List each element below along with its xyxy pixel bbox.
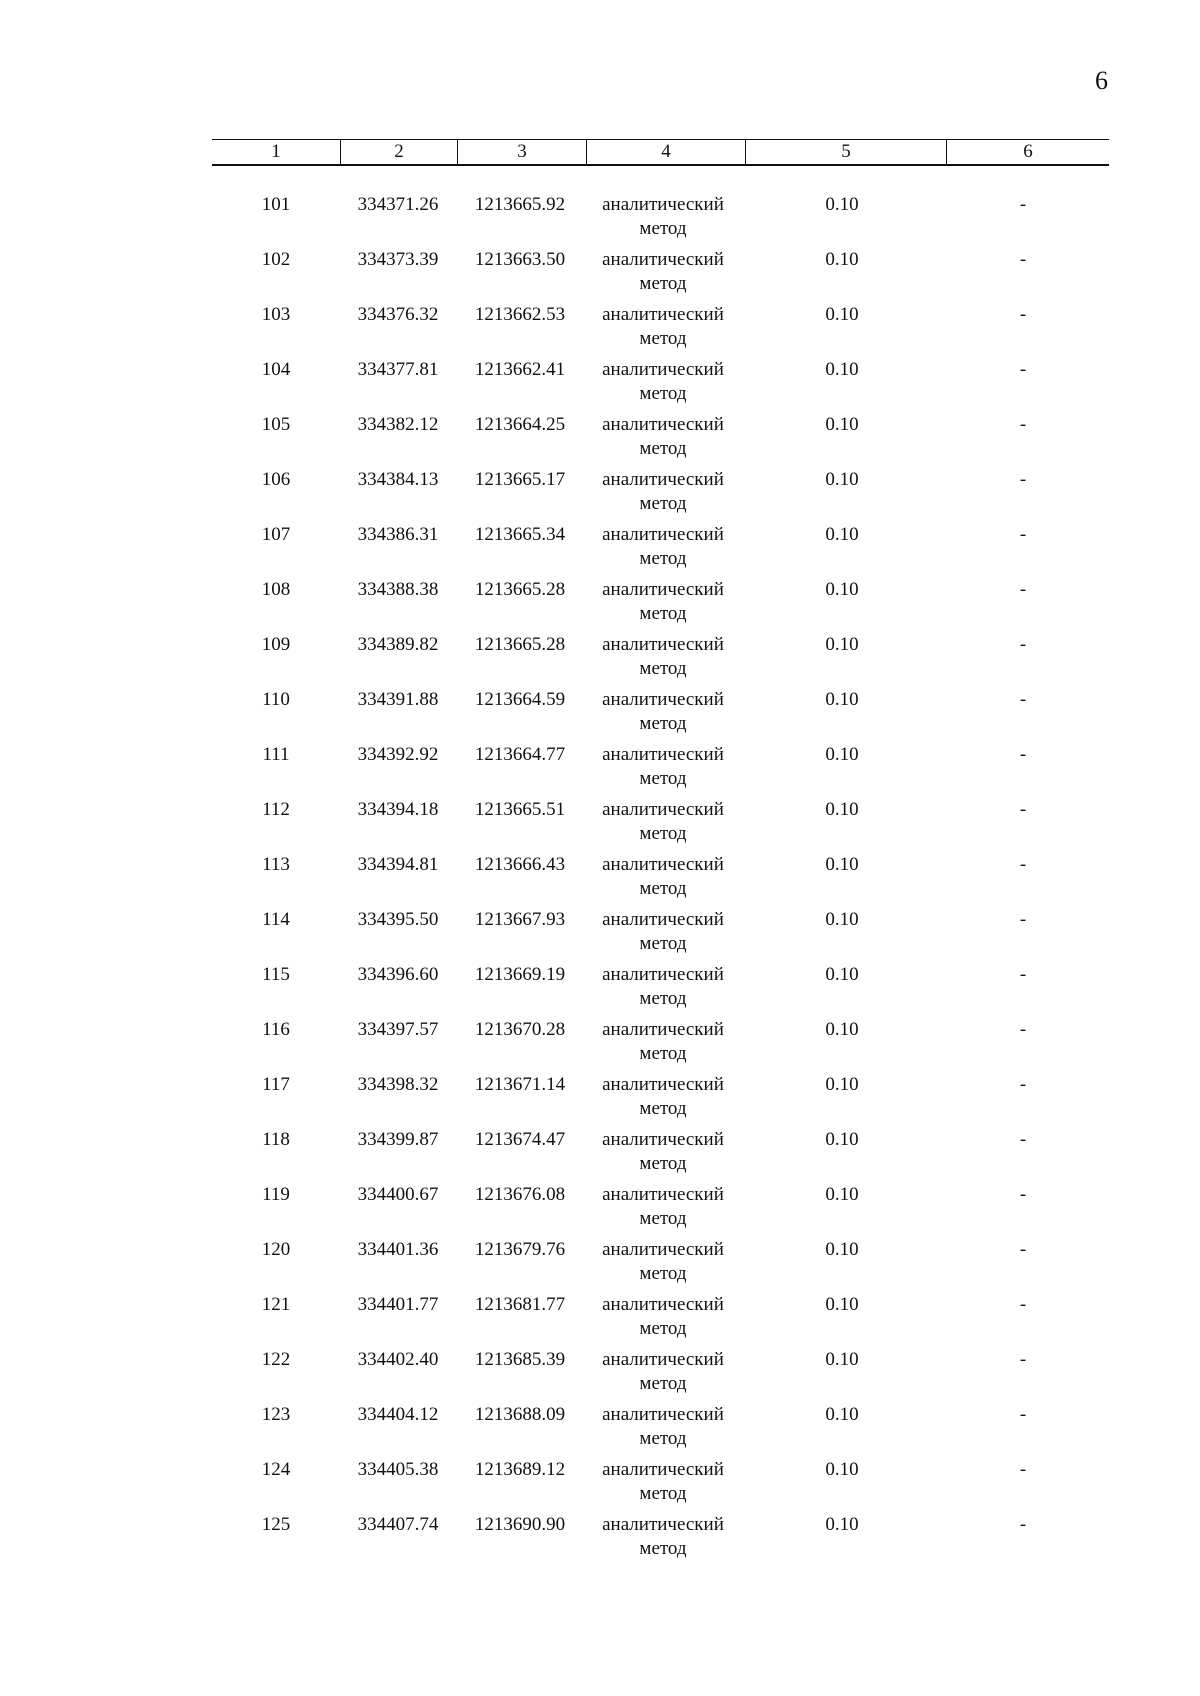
method-cell xyxy=(584,413,742,461)
method-line-2: метод xyxy=(639,713,687,734)
method-line-2: метод xyxy=(639,548,687,569)
method-line-2: метод xyxy=(639,1428,687,1449)
coordinate-y: 1213662.41 xyxy=(474,359,566,380)
coordinate-x: 334388.38 xyxy=(357,579,439,600)
accuracy: 0.10 xyxy=(825,469,859,490)
method-line-1: аналитический xyxy=(602,194,724,215)
method-cell xyxy=(584,1348,742,1396)
coordinate-y: 1213688.09 xyxy=(474,1404,566,1425)
coordinate-y: 1213664.59 xyxy=(474,689,566,710)
note: - xyxy=(1019,634,1027,655)
method-line-1: аналитический xyxy=(602,469,724,490)
table-row xyxy=(212,1073,1104,1128)
table-row xyxy=(212,633,1104,688)
coordinate-x: 334401.77 xyxy=(357,1294,439,1315)
accuracy: 0.10 xyxy=(825,1074,859,1095)
table-row xyxy=(212,468,1104,523)
point-number: 106 xyxy=(261,469,291,490)
table-row xyxy=(212,1183,1104,1238)
point-number: 102 xyxy=(261,249,291,270)
method-line-1: аналитический xyxy=(602,249,724,270)
table-row xyxy=(212,853,1104,908)
coordinate-x: 334373.39 xyxy=(357,249,439,270)
accuracy: 0.10 xyxy=(825,689,859,710)
point-number: 123 xyxy=(261,1404,291,1425)
note: - xyxy=(1019,194,1027,215)
accuracy: 0.10 xyxy=(825,634,859,655)
coordinate-y: 1213669.19 xyxy=(474,964,566,985)
coordinate-y: 1213690.90 xyxy=(474,1514,566,1535)
table-row xyxy=(212,743,1104,798)
page-number: 6 xyxy=(1095,66,1108,95)
method-line-2: метод xyxy=(639,218,687,239)
accuracy: 0.10 xyxy=(825,304,859,325)
header-col-6: 6 xyxy=(947,140,1110,166)
table-row xyxy=(212,908,1104,963)
coordinate-y: 1213665.34 xyxy=(474,524,566,545)
coordinate-x: 334389.82 xyxy=(357,634,439,655)
accuracy: 0.10 xyxy=(825,194,859,215)
method-line-1: аналитический xyxy=(602,689,724,710)
coordinate-x: 334377.81 xyxy=(357,359,439,380)
method-line-1: аналитический xyxy=(602,1019,724,1040)
point-number: 110 xyxy=(262,689,290,710)
accuracy: 0.10 xyxy=(825,1349,859,1370)
note: - xyxy=(1019,414,1027,435)
coordinate-y: 1213665.17 xyxy=(474,469,566,490)
header-col-2: 2 xyxy=(341,140,458,166)
method-line-1: аналитический xyxy=(602,304,724,325)
method-line-2: метод xyxy=(639,273,687,294)
point-number: 117 xyxy=(262,1074,290,1095)
method-line-1: аналитический xyxy=(602,1239,724,1260)
table-row xyxy=(212,1238,1104,1293)
method-line-1: аналитический xyxy=(602,359,724,380)
table-row xyxy=(212,1458,1104,1513)
accuracy: 0.10 xyxy=(825,744,859,765)
table-header xyxy=(212,139,1109,166)
point-number: 103 xyxy=(261,304,291,325)
table-row xyxy=(212,1403,1104,1458)
table-row xyxy=(212,798,1104,853)
accuracy: 0.10 xyxy=(825,414,859,435)
coordinate-x: 334395.50 xyxy=(357,909,439,930)
table-row xyxy=(212,248,1104,303)
note: - xyxy=(1019,1129,1027,1150)
coordinate-y: 1213666.43 xyxy=(474,854,566,875)
point-number: 125 xyxy=(261,1514,291,1535)
note: - xyxy=(1019,304,1027,325)
point-number: 113 xyxy=(262,854,290,875)
table-row xyxy=(212,193,1104,248)
accuracy: 0.10 xyxy=(825,524,859,545)
point-number: 104 xyxy=(261,359,291,380)
method-cell xyxy=(584,1183,742,1231)
method-cell xyxy=(584,1128,742,1176)
header-col-3: 3 xyxy=(458,140,587,166)
coordinate-x: 334401.36 xyxy=(357,1239,439,1260)
coordinate-y: 1213664.25 xyxy=(474,414,566,435)
note: - xyxy=(1019,1239,1027,1260)
method-line-2: метод xyxy=(639,768,687,789)
method-line-2: метод xyxy=(639,1483,687,1504)
coordinate-y: 1213681.77 xyxy=(474,1294,566,1315)
note: - xyxy=(1019,469,1027,490)
method-line-1: аналитический xyxy=(602,1349,724,1370)
coordinate-x: 334402.40 xyxy=(357,1349,439,1370)
point-number: 118 xyxy=(262,1129,290,1150)
point-number: 115 xyxy=(262,964,290,985)
point-number: 119 xyxy=(262,1184,290,1205)
method-cell xyxy=(584,193,742,241)
coordinate-x: 334384.13 xyxy=(357,469,439,490)
note: - xyxy=(1019,854,1027,875)
table-row xyxy=(212,413,1104,468)
coordinate-x: 334405.38 xyxy=(357,1459,439,1480)
method-cell xyxy=(584,1403,742,1451)
point-number: 111 xyxy=(262,744,290,765)
note: - xyxy=(1019,744,1027,765)
method-line-1: аналитический xyxy=(602,1404,724,1425)
method-line-2: метод xyxy=(639,1208,687,1229)
accuracy: 0.10 xyxy=(825,1019,859,1040)
coordinate-x: 334399.87 xyxy=(357,1129,439,1150)
coordinate-y: 1213665.92 xyxy=(474,194,566,215)
method-line-2: метод xyxy=(639,1153,687,1174)
method-cell xyxy=(584,523,742,571)
accuracy: 0.10 xyxy=(825,799,859,820)
method-line-1: аналитический xyxy=(602,744,724,765)
method-cell xyxy=(584,798,742,846)
accuracy: 0.10 xyxy=(825,359,859,380)
method-cell xyxy=(584,358,742,406)
note: - xyxy=(1019,524,1027,545)
method-line-1: аналитический xyxy=(602,909,724,930)
accuracy: 0.10 xyxy=(825,854,859,875)
note: - xyxy=(1019,964,1027,985)
coordinate-y: 1213664.77 xyxy=(474,744,566,765)
method-cell xyxy=(584,963,742,1011)
method-line-2: метод xyxy=(639,328,687,349)
accuracy: 0.10 xyxy=(825,909,859,930)
header-row xyxy=(212,140,1109,166)
table-row xyxy=(212,1513,1104,1568)
table-row xyxy=(212,963,1104,1018)
coordinate-x: 334407.74 xyxy=(357,1514,439,1535)
method-line-2: метод xyxy=(639,603,687,624)
coordinate-x: 334391.88 xyxy=(357,689,439,710)
method-line-1: аналитический xyxy=(602,1514,724,1535)
method-line-2: метод xyxy=(639,1318,687,1339)
header-col-1: 1 xyxy=(212,140,341,166)
table-row xyxy=(212,1128,1104,1183)
method-line-1: аналитический xyxy=(602,854,724,875)
coordinate-y: 1213663.50 xyxy=(474,249,566,270)
accuracy: 0.10 xyxy=(825,964,859,985)
note: - xyxy=(1019,1404,1027,1425)
coordinate-x: 334394.81 xyxy=(357,854,439,875)
note: - xyxy=(1019,1514,1027,1535)
coordinate-y: 1213689.12 xyxy=(474,1459,566,1480)
method-line-2: метод xyxy=(639,438,687,459)
coordinate-y: 1213665.28 xyxy=(474,634,566,655)
method-line-2: метод xyxy=(639,658,687,679)
method-cell xyxy=(584,1293,742,1341)
method-cell xyxy=(584,303,742,351)
point-number: 105 xyxy=(261,414,291,435)
coordinate-x: 334382.12 xyxy=(357,414,439,435)
method-cell xyxy=(584,1458,742,1506)
method-line-2: метод xyxy=(639,383,687,404)
coordinate-x: 334398.32 xyxy=(357,1074,439,1095)
point-number: 116 xyxy=(262,1019,290,1040)
method-line-2: метод xyxy=(639,1098,687,1119)
note: - xyxy=(1019,1294,1027,1315)
table-row xyxy=(212,523,1104,578)
accuracy: 0.10 xyxy=(825,1514,859,1535)
note: - xyxy=(1019,579,1027,600)
coordinate-x: 334371.26 xyxy=(357,194,439,215)
method-line-1: аналитический xyxy=(602,1129,724,1150)
accuracy: 0.10 xyxy=(825,1459,859,1480)
method-line-1: аналитический xyxy=(602,1459,724,1480)
method-line-1: аналитический xyxy=(602,1184,724,1205)
accuracy: 0.10 xyxy=(825,1239,859,1260)
method-line-2: метод xyxy=(639,1263,687,1284)
note: - xyxy=(1019,689,1027,710)
table-row xyxy=(212,1018,1104,1073)
point-number: 122 xyxy=(261,1349,291,1370)
method-line-1: аналитический xyxy=(602,1294,724,1315)
note: - xyxy=(1019,909,1027,930)
coordinate-y: 1213676.08 xyxy=(474,1184,566,1205)
note: - xyxy=(1019,359,1027,380)
method-cell xyxy=(584,1238,742,1286)
table-row xyxy=(212,358,1104,413)
method-line-1: аналитический xyxy=(602,634,724,655)
coordinate-y: 1213671.14 xyxy=(474,1074,566,1095)
coordinate-y: 1213685.39 xyxy=(474,1349,566,1370)
coordinate-x: 334397.57 xyxy=(357,1019,439,1040)
point-number: 121 xyxy=(261,1294,291,1315)
table-body xyxy=(212,193,1104,1568)
note: - xyxy=(1019,1074,1027,1095)
note: - xyxy=(1019,1019,1027,1040)
point-number: 101 xyxy=(261,194,291,215)
method-line-2: метод xyxy=(639,1538,687,1559)
method-cell xyxy=(584,743,742,791)
method-line-2: метод xyxy=(639,493,687,514)
note: - xyxy=(1019,1184,1027,1205)
note: - xyxy=(1019,1349,1027,1370)
table-row xyxy=(212,303,1104,358)
method-cell xyxy=(584,853,742,901)
accuracy: 0.10 xyxy=(825,1184,859,1205)
table-row xyxy=(212,688,1104,743)
method-line-1: аналитический xyxy=(602,414,724,435)
method-line-1: аналитический xyxy=(602,964,724,985)
note: - xyxy=(1019,799,1027,820)
point-number: 112 xyxy=(262,799,290,820)
method-cell xyxy=(584,468,742,516)
method-line-1: аналитический xyxy=(602,524,724,545)
table-row xyxy=(212,578,1104,633)
accuracy: 0.10 xyxy=(825,1404,859,1425)
method-line-2: метод xyxy=(639,1043,687,1064)
method-line-2: метод xyxy=(639,1373,687,1394)
accuracy: 0.10 xyxy=(825,1294,859,1315)
coordinate-x: 334376.32 xyxy=(357,304,439,325)
method-line-2: метод xyxy=(639,823,687,844)
point-number: 107 xyxy=(261,524,291,545)
point-number: 109 xyxy=(261,634,291,655)
method-line-2: метод xyxy=(639,988,687,1009)
accuracy: 0.10 xyxy=(825,1129,859,1150)
method-cell xyxy=(584,1073,742,1121)
method-cell xyxy=(584,1018,742,1066)
accuracy: 0.10 xyxy=(825,249,859,270)
method-line-1: аналитический xyxy=(602,799,724,820)
table-row xyxy=(212,1348,1104,1403)
table-row xyxy=(212,1293,1104,1348)
method-cell xyxy=(584,908,742,956)
method-cell xyxy=(584,1513,742,1561)
coordinate-y: 1213674.47 xyxy=(474,1129,566,1150)
coordinate-x: 334404.12 xyxy=(357,1404,439,1425)
coordinate-x: 334386.31 xyxy=(357,524,439,545)
note: - xyxy=(1019,1459,1027,1480)
method-line-1: аналитический xyxy=(602,579,724,600)
header-col-5: 5 xyxy=(746,140,947,166)
coordinate-x: 334400.67 xyxy=(357,1184,439,1205)
coordinate-y: 1213662.53 xyxy=(474,304,566,325)
coordinate-y: 1213665.28 xyxy=(474,579,566,600)
coordinate-y: 1213667.93 xyxy=(474,909,566,930)
point-number: 120 xyxy=(261,1239,291,1260)
accuracy: 0.10 xyxy=(825,579,859,600)
header-col-4: 4 xyxy=(587,140,746,166)
coordinate-y: 1213679.76 xyxy=(474,1239,566,1260)
method-line-2: метод xyxy=(639,878,687,899)
point-number: 108 xyxy=(261,579,291,600)
coordinate-x: 334392.92 xyxy=(357,744,439,765)
method-cell xyxy=(584,248,742,296)
method-cell xyxy=(584,688,742,736)
coordinate-y: 1213665.51 xyxy=(474,799,566,820)
note: - xyxy=(1019,249,1027,270)
point-number: 114 xyxy=(262,909,290,930)
point-number: 124 xyxy=(261,1459,291,1480)
coordinate-y: 1213670.28 xyxy=(474,1019,566,1040)
method-line-2: метод xyxy=(639,933,687,954)
method-line-1: аналитический xyxy=(602,1074,724,1095)
coordinate-x: 334396.60 xyxy=(357,964,439,985)
coordinate-x: 334394.18 xyxy=(357,799,439,820)
method-cell xyxy=(584,633,742,681)
method-cell xyxy=(584,578,742,626)
